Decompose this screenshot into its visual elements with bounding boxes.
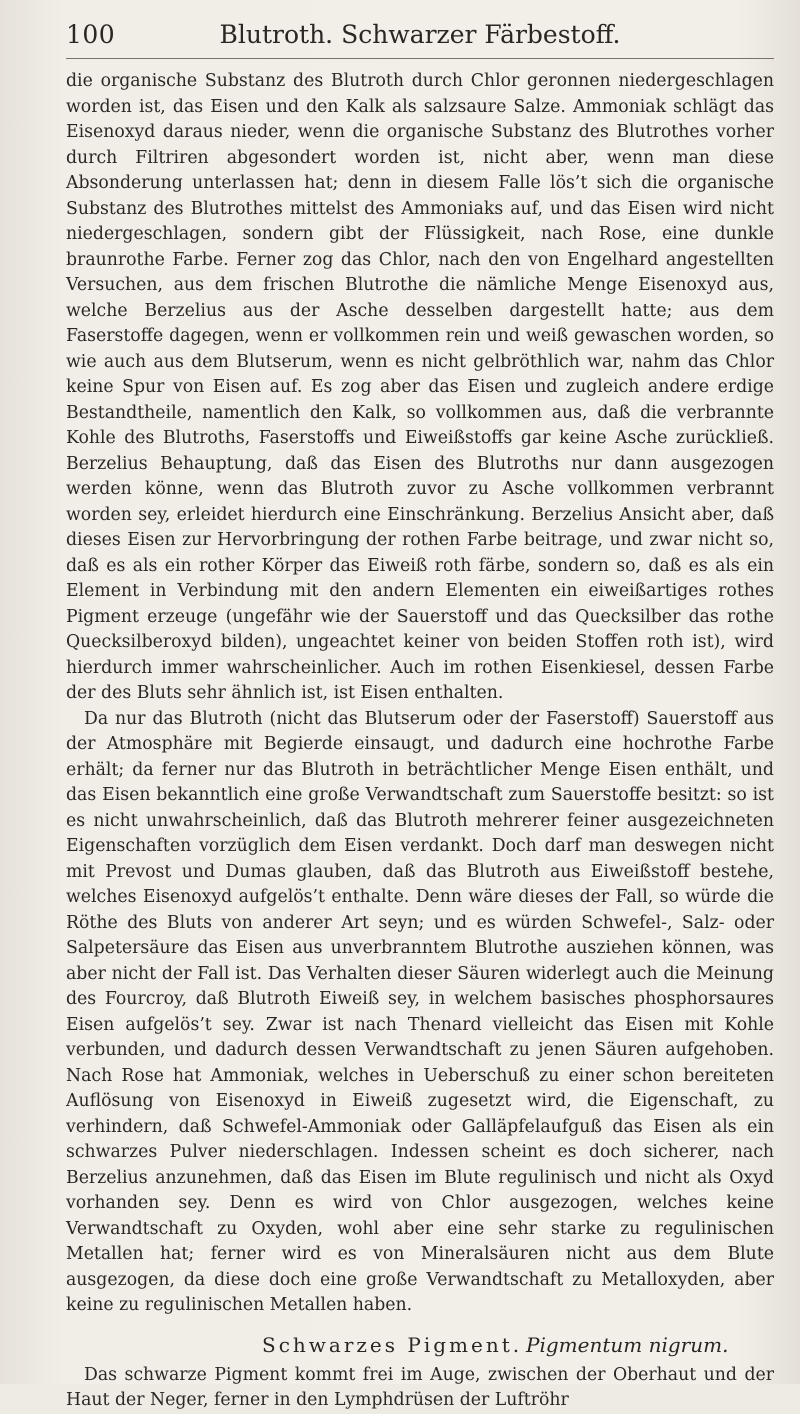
section-heading <box>66 1329 774 1363</box>
body-text <box>66 69 774 1319</box>
paragraph-2: Da nur das Blutroth (nicht das Blutserum oder der Faserstoff) Sauerstoff aus der Atmosphäre mit Begierde einsaugt, und dadurch eine hochrothe Farbe erhält; da ferner nur das Blutroth in beträchtlicher Menge Eisen enthält, und das Eisen bekanntlich eine große Verwandtschaft zum Sauerstoffe besitzt: so ist es nicht unwahrscheinlich, daß das Blutroth mehrerer feiner ausgezeichneten Eigenschaften vorzüglich dem Eisen verdankt. Doch darf man deswegen nicht mit Prevost und Dumas glauben, daß das Blutroth aus Eiweißstoff bestehe, welches Eisenoxyd aufgelös’t enthalte. Denn wäre dieses der Fall, so würde die Röthe des Bluts von anderer Art seyn; und es würden Schwefel-, Salz- oder Salpetersäure das Eisen aus unverbranntem Blutrothe ausziehen können, was aber nicht der Fall ist. Das Verhalten dieser Säuren widerlegt auch die Meinung des Fourcroy, daß Blutroth Eiweiß sey, in welchem basisches phosphorsaures Eisen aufgelös’t sey. Zwar ist nach Thenard vielleicht das Eisen mit Kohle verbunden, und dadurch dessen Verwandtschaft zu jenen Säuren aufgehoben. Nach Rose hat Ammoniak, welches in Ueberschuß zu einer schon bereiteten Auflösung von Eisenoxyd in Eiweiß zugesetzt wird, die Eigenschaft, zu verhindern, daß Schwefel-Ammoniak oder Galläpfelaufguß das Eisen als ein schwarzes Pulver niederschlagen. Indessen scheint es doch sicherer, nach Berzelius anzunehmen, daß das Eisen im Blute regulinisch und nicht als Oxyd vorhanden sey. Denn es wird von Chlor ausgezogen, welches keine Verwandtschaft zu Oxyden, wohl aber eine sehr starke zu regulinischen Metallen hat; ferner wird es von Mineralsäuren nicht aus dem Blute ausgezogen, da diese doch eine große Verwandtschaft zu Metalloxyden, aber keine zu regulinischen Metallen haben. <box>66 708 774 1315</box>
page-header <box>66 14 774 59</box>
closing-paragraph: Das schwarze Pigment kommt frei im Auge, zwischen der Oberhaut und der Haut der Neger, ferner in den Lymphdrüsen der Luftröhr <box>66 1364 774 1410</box>
closing-text <box>66 1363 774 1414</box>
running-title: Blutroth. Schwarzer Färbestoff. <box>219 20 621 49</box>
page-number: 100 <box>66 20 116 49</box>
section-title-latin: Pigmentum nigrum. <box>526 1332 729 1357</box>
section-title-german: Schwarzes Pigment. <box>262 1332 523 1357</box>
paragraph-1: die organische Substanz des Blutroth durch Chlor geronnen niedergeschlagen worden ist, das Eisen und den Kalk als salzsaure Salze. Ammoniak schlägt das Eisenoxyd daraus nieder, wenn die organische Substanz des Blutrothes vorher durch Filtriren abgesondert worden ist, nicht aber, wenn man diese Absonderung unterlassen hat; denn in diesem Falle lös’t sich die organische Substanz des Blutrothes mittelst des Ammoniaks auf, und das Eisen wird nicht niedergeschlagen, sondern gibt der Flüssigkeit, nach Rose, eine dunkle braunrothe Farbe. Ferner zog das Chlor, nach den von Engelhard angestellten Versuchen, aus dem frischen Blutrothe die nämliche Menge Eisenoxyd aus, welche Berzelius aus der Asche desselben dargestellt hatte; aus dem Faserstoffe dagegen, wenn er vollkommen rein und weiß gewaschen worden, so wie auch aus dem Blutserum, wenn es nicht gelbröthlich war, nahm das Chlor keine Spur von Eisen auf. Es zog aber das Eisen und zugleich andere erdige Bestandtheile, namentlich den Kalk, so vollkommen aus, daß die verbrannte Kohle des Blutroths, Faserstoffs und Eiweißstoffs gar keine Asche zurückließ. Berzelius Behauptung, daß das Eisen des Blutroths nur dann ausgezogen werden könne, wenn das Blutroth zuvor zu Asche vollkommen verbrannt worden sey, erleidet hierdurch eine Einschränkung. Berzelius Ansicht aber, daß dieses Eisen zur Hervorbringung der rothen Farbe beitrage, und zwar nicht so, daß es als ein rother Körper das Eiweiß roth färbe, sondern so, daß es als ein Element in Verbindung mit den andern Elementen ein eiweißartiges rothes Pigment erzeuge (ungefähr wie der Sauerstoff und das Quecksilber das rothe Quecksilberoxyd bilden), ungeachtet keiner von beiden Stoffen roth ist), wird hierdurch immer wahrscheinlicher. Auch im rothen Eisenkiesel, dessen Farbe der des Bluts sehr ähnlich ist, ist Eisen enthalten. <box>66 71 774 703</box>
